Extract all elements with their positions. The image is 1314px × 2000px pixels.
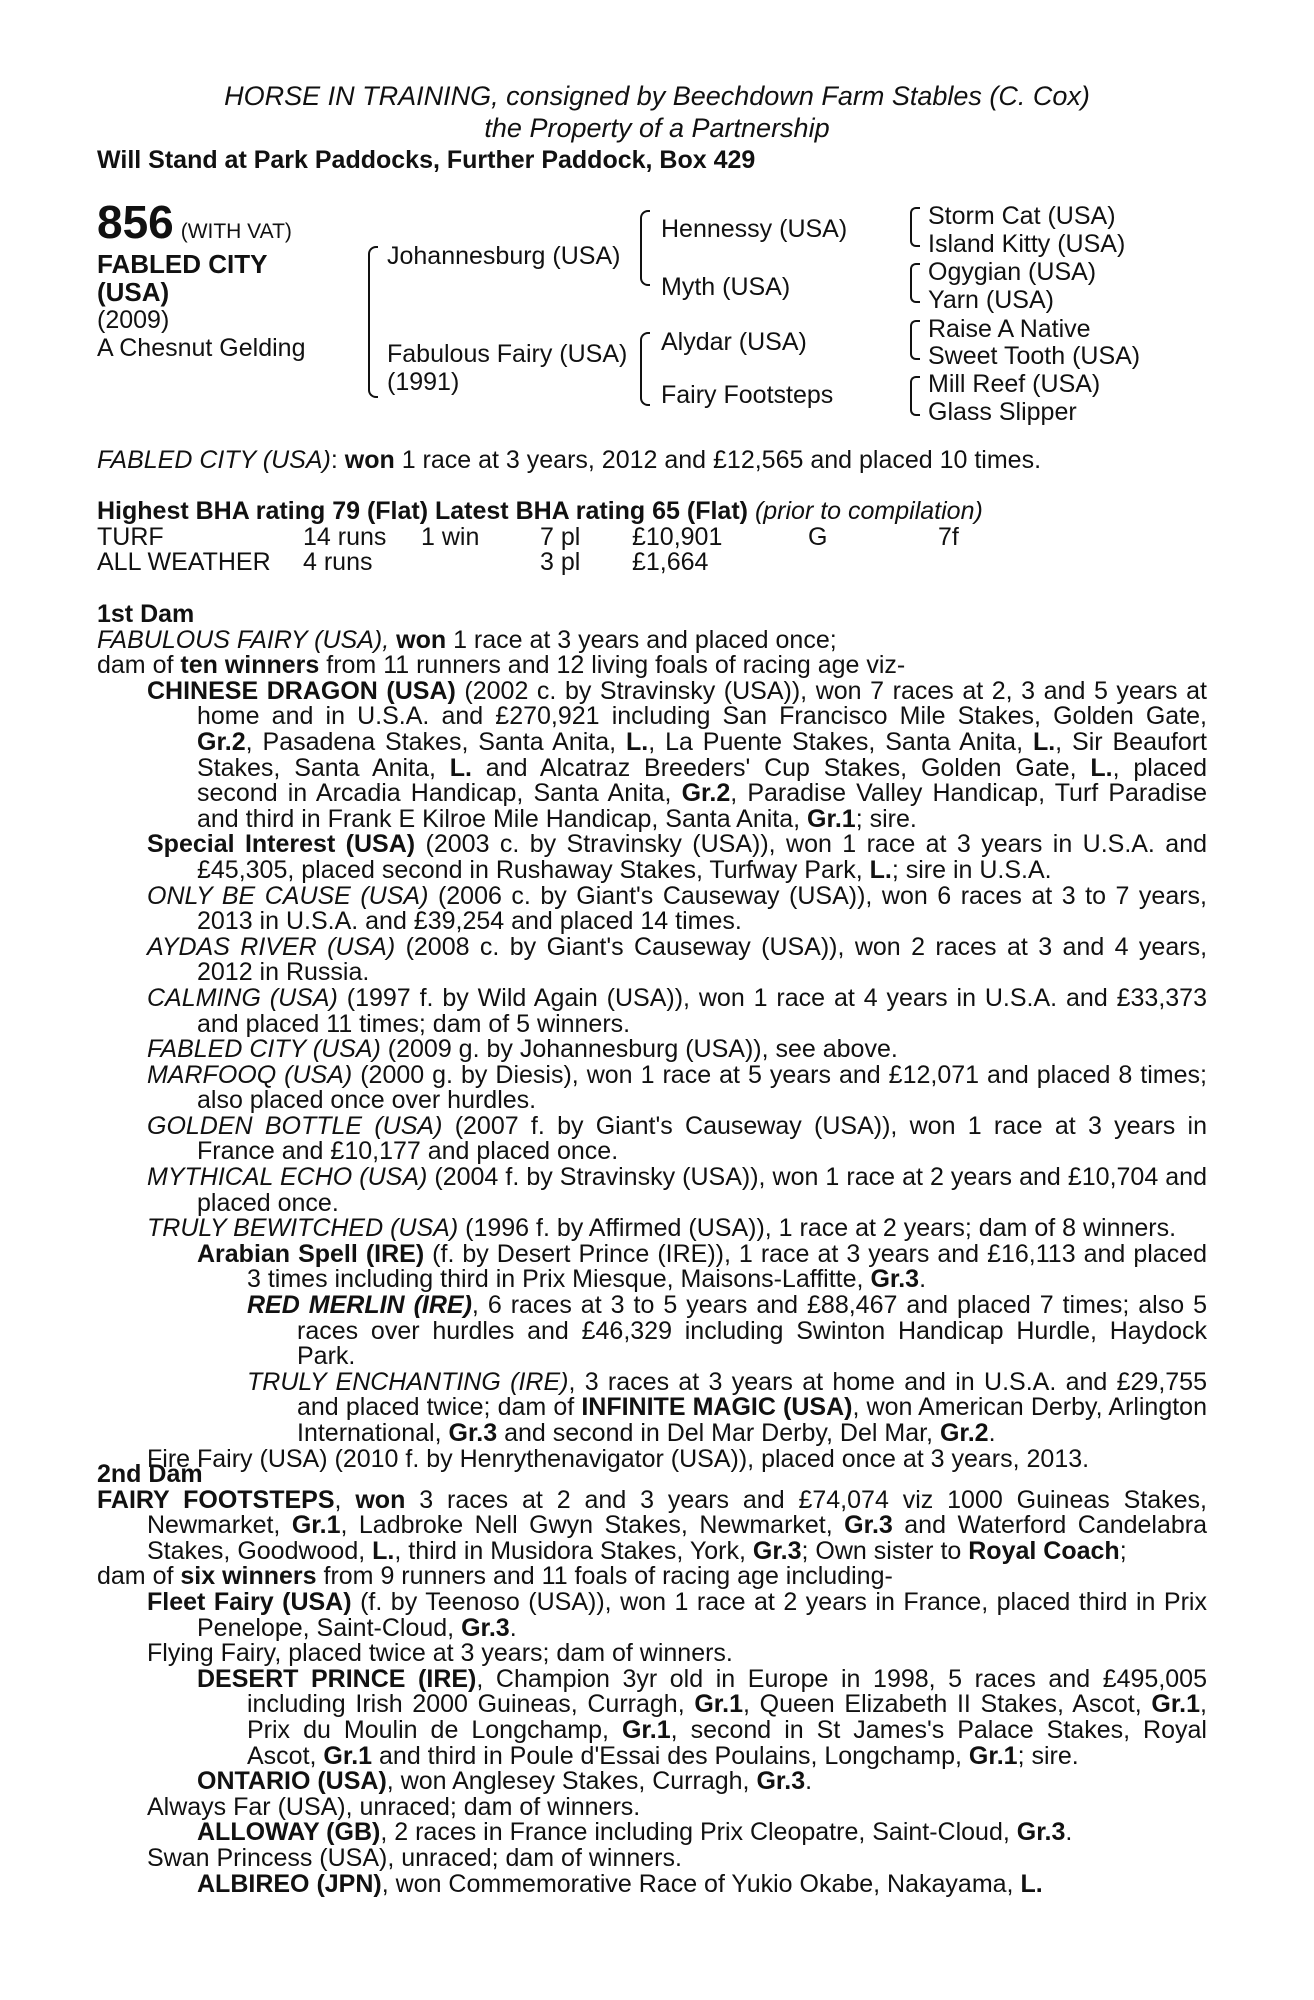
property-line: the Property of a Partnership	[484, 113, 830, 143]
pedigree-brace-sd	[910, 263, 920, 303]
horse-name: FABLED CITY	[97, 249, 268, 279]
list-item: TRULY BEWITCHED (USA) (1996 f. by Affirmed (USA)), 1 race at 2 years; dam of 8 winners.	[147, 1214, 1177, 1243]
list-item: AYDAS RIVER (USA) (2008 c. by Giant's Causeway (USA)), won 2 races at 3 and 4 years, 2012 in Russia.	[147, 932, 1208, 987]
consignor-line: HORSE IN TRAINING, consigned by Beechdown Farm Stables (C. Cox)	[224, 81, 1090, 111]
vat-note: (WITH VAT)	[180, 220, 292, 243]
list-item: Flying Fairy, placed twice at 3 years; dam of winners.	[147, 1639, 733, 1668]
horse-year: (2009)	[97, 306, 170, 334]
list-item: ONTARIO (USA), won Anglesey Stakes, Curragh, Gr.3.	[197, 1767, 813, 1796]
list-item: TRULY ENCHANTING (IRE), 3 races at 3 years at home and in U.S.A. and £29,755 and placed twice; dam of INFINITE MAGIC (USA), won American Derby, Arlington International, Gr.3 and second in Del Mar Derby, Del Mar, Gr.2.	[247, 1367, 1207, 1447]
list-item: Swan Princess (USA), unraced; dam of winners.	[147, 1843, 682, 1872]
first-dam-section: 1st Dam FABULOUS FAIRY (USA), won 1 race at 3 years and placed once; dam of ten winners from 11 runners and 12 living foals of racing age viz- CHINESE DRAGON (USA) (2002 c. by Stravinsky (USA)), won 7 races at 2, 3 and 5 years at home and in U.S.A. and £270,921 including San Francisco Mile Stakes, Golden Gate, Gr.2, Pasadena Stakes, Santa Anita, L., La Puente Stakes, Santa Anita, L., Sir Beaufort Stakes, Santa Anita, L. and Alcatraz Breeders' Cup Stakes, Golden Gate, L., placed second in Arcadia Handicap, Santa Anita, Gr.2, Paradise Valley Handicap, Turf Paradise and third in Frank E Kilroe Mile Handicap, Santa Anita, Gr.1; sire. Special Interest (USA) (2003 c. by Stravinsky (USA)), won 1 race at 3 years in U.S.A. and £45,305, placed second in Rushaway Stakes, Turfway Park, L.; sire in U.S.A. ONLY BE CAUSE (USA) (2006 c. by Giant's Causeway (USA)), won 6 races at 3 to 7 years, 2013 in U.S.A. and £39,254 and placed 14 times. AYDAS RIVER (USA) (2008 c. by Giant's Causeway (USA)), won 2 races at 3 and 4 years, 2012 in Russia. CALMING (USA) (1997 f. by Wild Again (USA)), won 1 race at 4 years in U.S.A. and £33,373 and placed 11 times; dam of 5 winners. FABLED CITY (USA) (2009 g. by Johannesburg (USA)), see above. MARFOOQ (USA) (2000 g. by Diesis), won 1 race at 5 years and £12,071 and placed 8 times; also placed once over hurdles. GOLDEN BOTTLE (USA) (2007 f. by Giant's Causeway (USA)), won 1 race at 3 years in France and £10,177 and placed once. MYTHICAL ECHO (USA) (2004 f. by Stravinsky (USA)), won 1 race at 2 years and £10,704 and placed once. TRULY BEWITCHED (USA) (1996 f. by Affirmed (USA)), 1 race at 2 years; dam of 8 winners. Arabian Spell (IRE) (f. by Desert Prince (IRE)), 1 race at 3 years and £16,113 and placed 3 times including third in Prix Miesque, Maisons-Laffitte, Gr.3. RED MERLIN (IRE), 6 races at 3 to 5 years and £88,467 and placed 7 times; also 5 races over hurdles and £46,329 including Swinton Handicap Hurdle, Haydock Park. TRULY ENCHANTING (IRE), 3 races at 3 years at home and in U.S.A. and £29,755 and placed twice; dam of INFINITE MAGIC (USA), won American Derby, Arlington International, Gr.3 and second in Del Mar Derby, Del Mar, Gr.2. Fire Fairy (USA) (2010 f. by Henrythenavigator (USA)), placed once at 3 years, 2013.	[97, 600, 1208, 1473]
list-item: CHINESE DRAGON (USA) (2002 c. by Stravinsky (USA)), won 7 races at 2, 3 and 5 years at home and in U.S.A. and £270,921 including San Francisco Mile Stakes, Golden Gate, Gr.2, Pasadena Stakes, Santa Anita, L., La Puente Stakes, Santa Anita, L., Sir Beaufort Stakes, Santa Anita, L. and Alcatraz Breeders' Cup Stakes, Golden Gate, L., placed second in Arcadia Handicap, Santa Anita, Gr.2, Paradise Valley Handicap, Turf Paradise and third in Frank E Kilroe Mile Handicap, Santa Anita, Gr.1; sire.	[147, 676, 1208, 833]
second-dam-heading: 2nd Dam	[97, 1460, 203, 1488]
list-item: MARFOOQ (USA) (2000 g. by Diesis), won 1 race at 5 years and £12,071 and placed 8 times; also placed once over hurdles.	[147, 1060, 1207, 1115]
list-item: Always Far (USA), unraced; dam of winners.	[147, 1792, 641, 1821]
pedigree-brace-ds	[910, 320, 920, 360]
pedigree-brace-gen1	[368, 246, 378, 398]
list-item: FABLED CITY (USA) (2009 g. by Johannesburg (USA)), see above.	[147, 1035, 898, 1064]
race-summary: FABLED CITY (USA): won 1 race at 3 years, 2012 and £12,565 and placed 10 times.	[97, 446, 1042, 474]
table-row: ALL WEATHER 4 runs 3 pl £1,664	[97, 548, 709, 577]
list-item: Fire Fairy (USA) (2010 f. by Henrythenavigator (USA)), placed once at 3 years, 2013.	[147, 1444, 1090, 1473]
pedigree-dss: Raise A Native	[928, 315, 1091, 343]
performance-table	[97, 522, 959, 577]
horse-origin: (USA)	[97, 277, 170, 307]
pedigree-sire-sire: Hennessy (USA)	[661, 215, 848, 243]
bha-rating: Highest BHA rating 79 (Flat) Latest BHA rating 65 (Flat)	[97, 497, 748, 525]
list-item: ALBIREO (JPN), won Commemorative Race of Yukio Okabe, Nakayama, L.	[197, 1869, 1043, 1898]
second-dam-section: 2nd Dam FAIRY FOOTSTEPS, won 3 races at 2 and 3 years and £74,074 viz 1000 Guineas Stakes, Newmarket, Gr.1, Ladbroke Nell Gwyn Stakes, Newmarket, Gr.3 and Waterford Candelabra Stakes, Goodwood, L., third in Musidora Stakes, York, Gr.3; Own sister to Royal Coach; dam of six winners from 9 runners and 11 foals of racing age including- Fleet Fairy (USA) (f. by Teenoso (USA)), won 1 race at 2 years in France, placed third in Prix Penelope, Saint-Cloud, Gr.3. Flying Fairy, placed twice at 3 years; dam of winners. DESERT PRINCE (IRE), Champion 3yr old in Europe in 1998, 5 races and £495,005 including Irish 2000 Guineas, Curragh, Gr.1, Queen Elizabeth II Stakes, Ascot, Gr.1, Prix du Moulin de Longchamp, Gr.1, second in St James's Palace Stakes, Royal Ascot, Gr.1 and third in Poule d'Essai des Poulains, Longchamp, Gr.1; sire. ONTARIO (USA), won Anglesey Stakes, Curragh, Gr.3. Always Far (USA), unraced; dam of winners. ALLOWAY (GB), 2 races in France including Prix Cleopatre, Saint-Cloud, Gr.3. Swan Princess (USA), unraced; dam of winners. ALBIREO (JPN), won Commemorative Race of Yukio Okabe, Nakayama, L.	[97, 1460, 1207, 1898]
pedigree-dam: Fabulous Fairy (USA)	[387, 340, 628, 368]
lot-number: 856	[97, 196, 174, 248]
lot-identity	[97, 196, 357, 362]
pedigree-sdd: Yarn (USA)	[928, 286, 1054, 314]
list-item: Fleet Fairy (USA) (f. by Teenoso (USA)), won 1 race at 2 years in France, placed third in Prix Penelope, Saint-Cloud, Gr.3.	[147, 1587, 1207, 1642]
stand-line: Will Stand at Park Paddocks, Further Paddock, Box 429	[97, 146, 756, 174]
rating-block: Highest BHA rating 79 (Flat) Latest BHA rating 65 (Flat) (prior to compilation) TURF 14 runs 1 win 7 pl £10,901 G 7f ALL WEATHER 4 runs 3 pl £1,664	[97, 497, 983, 577]
pedigree-dam-sire: Alydar (USA)	[661, 328, 807, 356]
pedigree-brace-dd	[910, 376, 920, 416]
first-dam-heading: 1st Dam	[97, 600, 195, 628]
list-item: ALLOWAY (GB), 2 races in France including Prix Cleopatre, Saint-Cloud, Gr.3.	[197, 1818, 1073, 1847]
pedigree-sds: Ogygian (USA)	[928, 258, 1097, 286]
list-item: DESERT PRINCE (IRE), Champion 3yr old in Europe in 1998, 5 races and £495,005 including Irish 2000 Guineas, Curragh, Gr.1, Queen Elizabeth II Stakes, Ascot, Gr.1, Prix du Moulin de Longchamp, Gr.1, second in St James's Palace Stakes, Royal Ascot, Gr.1 and third in Poule d'Essai des Poulains, Longchamp, Gr.1; sire.	[197, 1664, 1207, 1770]
second-dam-intro: FAIRY FOOTSTEPS, won 3 races at 2 and 3 years and £74,074 viz 1000 Guineas Stakes, Newmarket, Gr.1, Ladbroke Nell Gwyn Stakes, Newmarket, Gr.3 and Waterford Candelabra Stakes, Goodwood, L., third in Musidora Stakes, York, Gr.3; Own sister to Royal Coach;	[97, 1485, 1207, 1565]
horse-description: A Chesnut Gelding	[97, 334, 306, 362]
list-item: CALMING (USA) (1997 f. by Wild Again (USA)), won 1 race at 4 years in U.S.A. and £33,373 and placed 11 times; dam of 5 winners.	[147, 983, 1207, 1038]
lot-header	[97, 80, 1217, 176]
pedigree-sire: Johannesburg (USA)	[387, 242, 621, 270]
pedigree-brace-dam	[640, 332, 650, 406]
pedigree-ddd: Glass Slipper	[928, 398, 1077, 426]
pedigree-dsd: Sweet Tooth (USA)	[928, 342, 1141, 370]
list-item: ONLY BE CAUSE (USA) (2006 c. by Giant's Causeway (USA)), won 6 races at 3 to 7 years, 2013 in U.S.A. and £39,254 and placed 14 times.	[147, 881, 1207, 936]
table-row: TURF 14 runs 1 win 7 pl £10,901 G 7f	[97, 522, 959, 551]
pedigree-dds: Mill Reef (USA)	[928, 370, 1101, 398]
pedigree-sss: Storm Cat (USA)	[928, 202, 1116, 230]
list-item: Arabian Spell (IRE) (f. by Desert Prince (IRE)), 1 race at 3 years and £16,113 and placed 3 times including third in Prix Miesque, Maisons-Laffitte, Gr.3.	[197, 1239, 1208, 1294]
list-item: RED MERLIN (IRE), 6 races at 3 to 5 years and £88,467 and placed 7 times; also 5 races over hurdles and £46,329 including Swinton Handicap Hurdle, Haydock Park.	[247, 1291, 1207, 1371]
pedigree-brace-ss	[910, 207, 920, 247]
list-item: GOLDEN BOTTLE (USA) (2007 f. by Giant's Causeway (USA)), won 1 race at 3 years in France and £10,177 and placed once.	[147, 1111, 1207, 1166]
pedigree-dam-year: (1991)	[387, 368, 460, 396]
pedigree-ssd: Island Kitty (USA)	[928, 230, 1126, 258]
pedigree-dam-dam: Fairy Footsteps	[661, 381, 834, 409]
list-item: MYTHICAL ECHO (USA) (2004 f. by Stravinsky (USA)), won 1 race at 2 years and £10,704 and placed once.	[147, 1163, 1207, 1217]
pedigree-brace-sire	[640, 210, 650, 286]
pedigree-sire-dam: Myth (USA)	[661, 273, 791, 301]
list-item: Special Interest (USA) (2003 c. by Stravinsky (USA)), won 1 race at 3 years in U.S.A. and £45,305, placed second in Rushaway Stakes, Turfway Park, L.; sire in U.S.A.	[147, 830, 1208, 884]
